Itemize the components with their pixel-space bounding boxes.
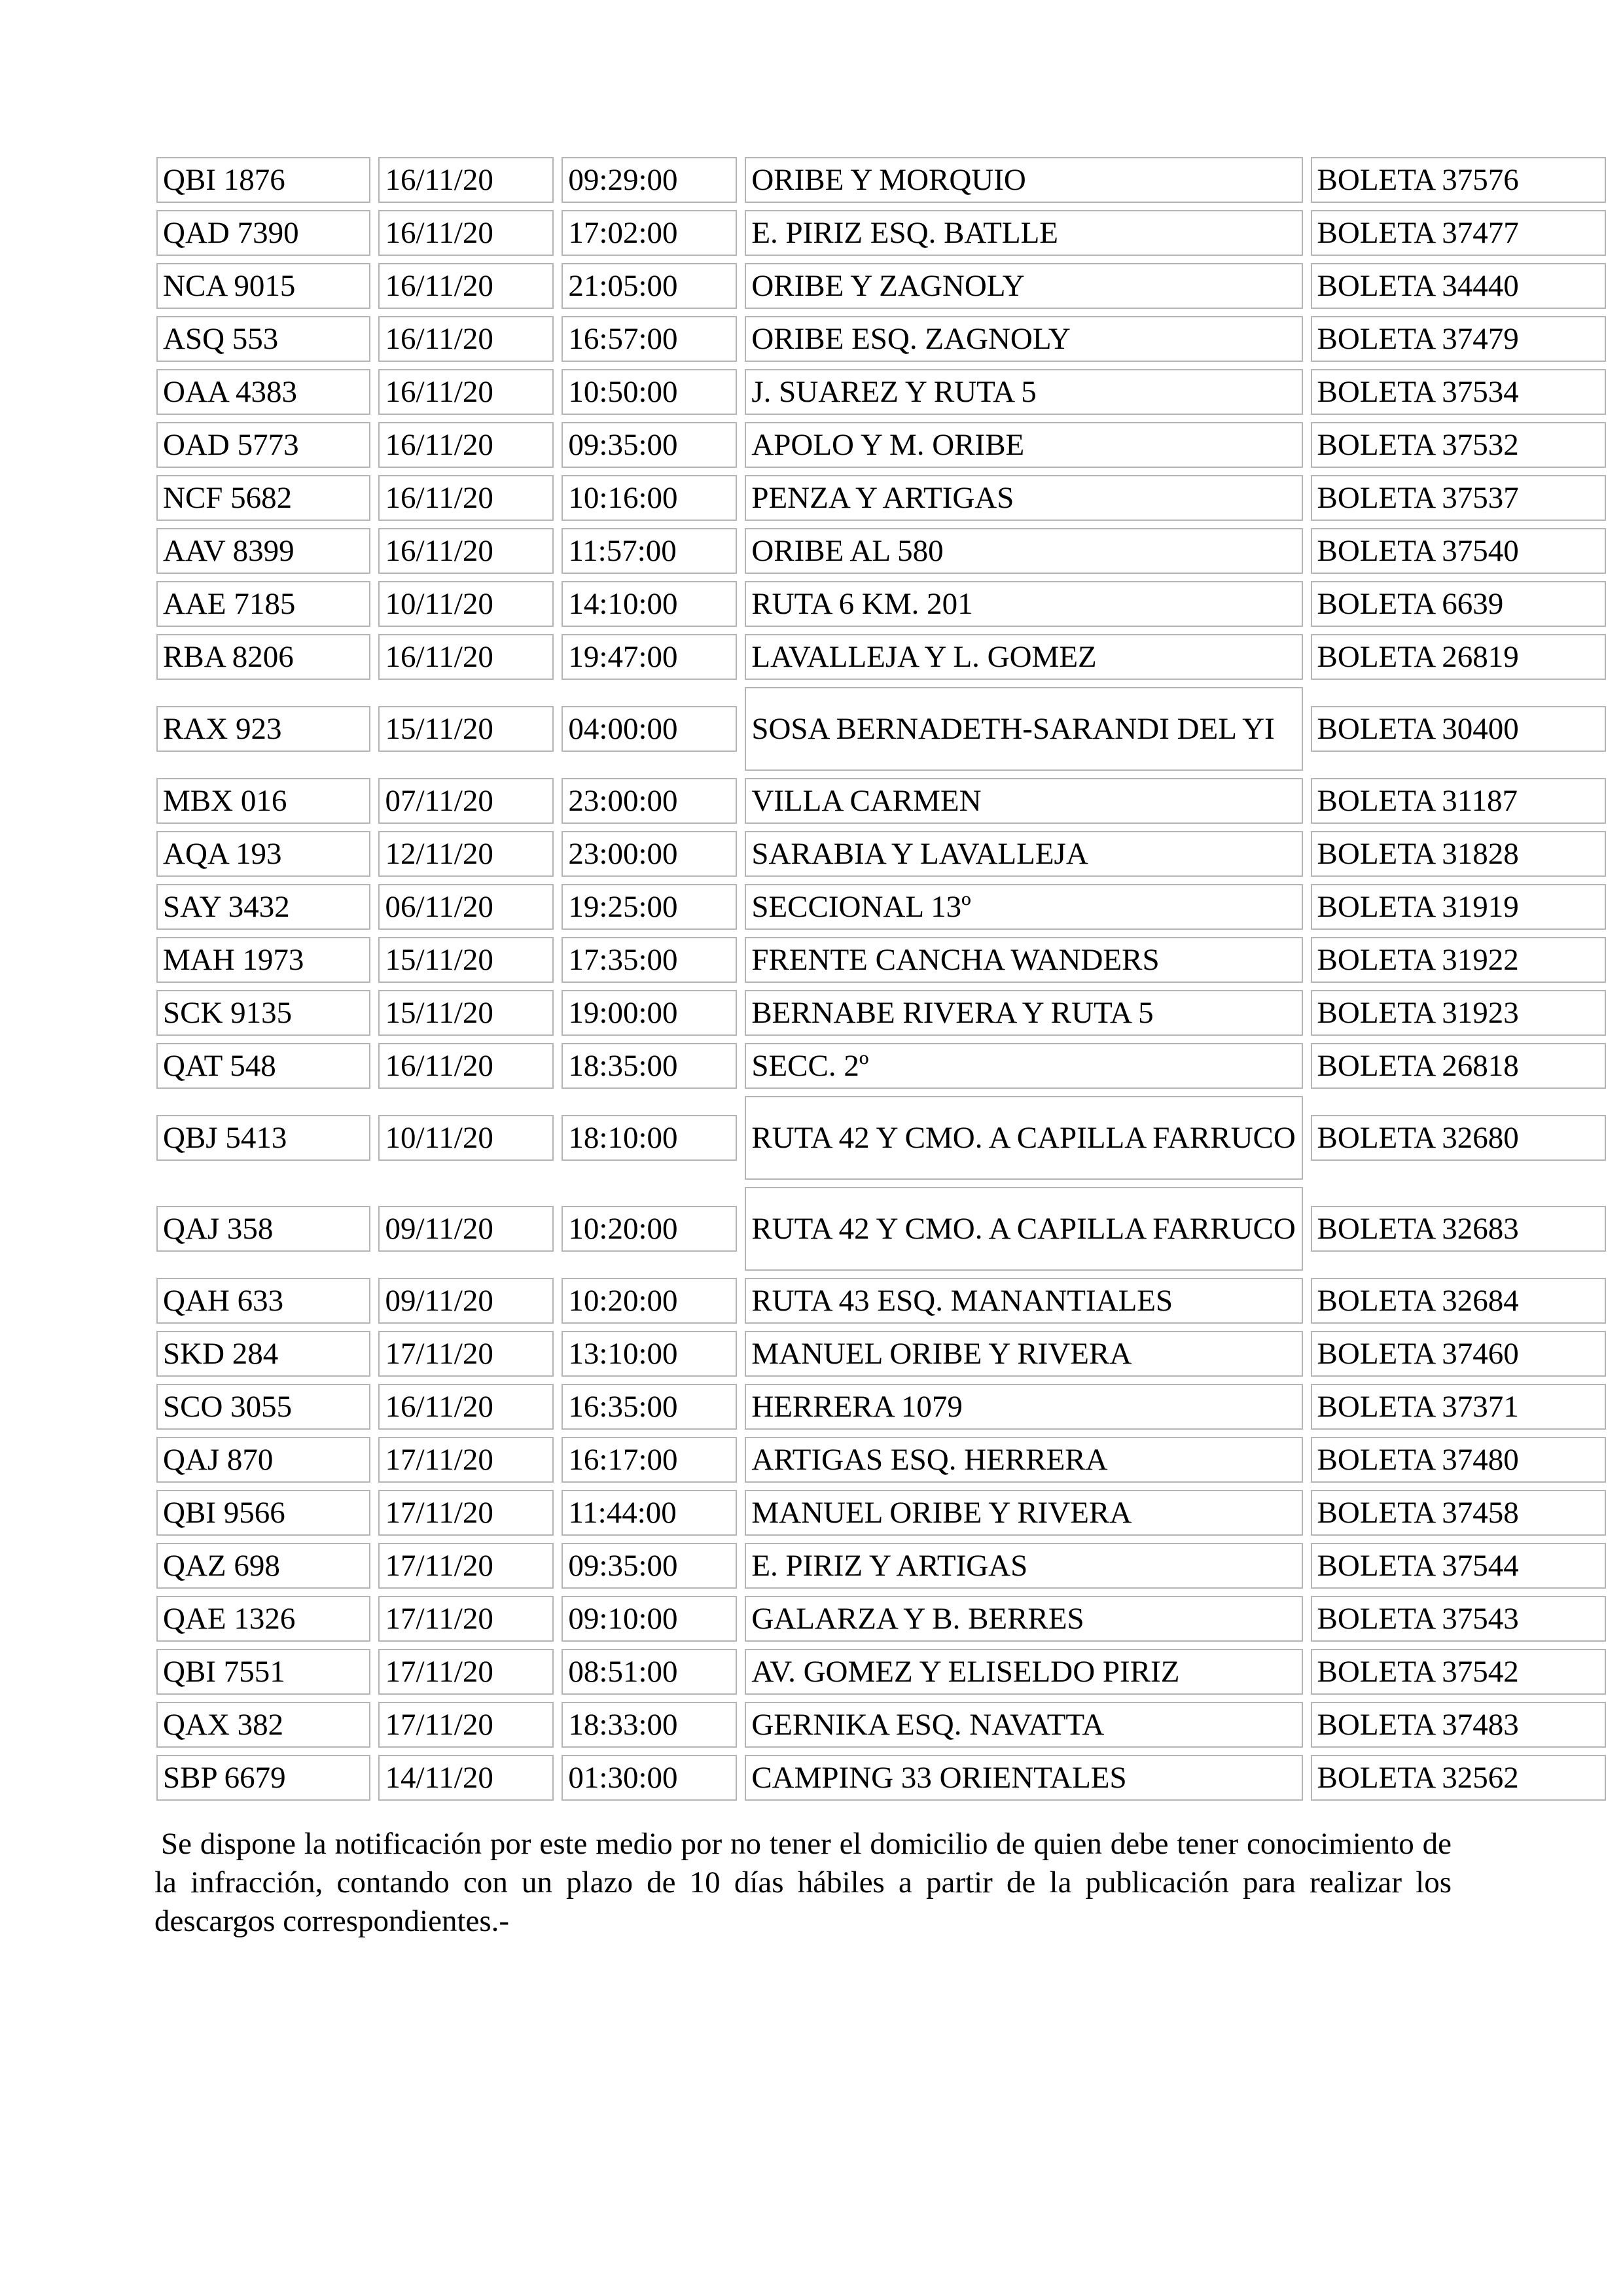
plate-cell: SBP 6679 [156, 1755, 370, 1801]
plate-cell: QBI 7551 [156, 1649, 370, 1695]
date-cell: 16/11/20 [378, 210, 554, 256]
date-cell: 15/11/20 [378, 990, 554, 1036]
ticket-cell: BOLETA 31923 [1311, 990, 1606, 1036]
date-cell: 09/11/20 [378, 1206, 554, 1252]
location-cell: RUTA 6 KM. 201 [745, 581, 1302, 627]
table-row [156, 528, 1606, 574]
table-row [156, 1755, 1606, 1801]
table-row [156, 1278, 1606, 1324]
plate-cell: AAV 8399 [156, 528, 370, 574]
location-cell: APOLO Y M. ORIBE [745, 422, 1302, 468]
time-cell: 04:00:00 [562, 706, 737, 752]
plate-cell: NCA 9015 [156, 263, 370, 309]
table-row [156, 1096, 1606, 1180]
time-cell: 10:20:00 [562, 1206, 737, 1252]
location-cell: SARABIA Y LAVALLEJA [745, 831, 1302, 877]
plate-cell: QBI 9566 [156, 1490, 370, 1536]
date-cell: 16/11/20 [378, 157, 554, 203]
time-cell: 14:10:00 [562, 581, 737, 627]
table-row [156, 1596, 1606, 1642]
table-row [156, 581, 1606, 627]
plate-cell: NCF 5682 [156, 475, 370, 521]
location-cell: CAMPING 33 ORIENTALES [745, 1755, 1302, 1801]
ticket-cell: BOLETA 37483 [1311, 1702, 1606, 1748]
ticket-cell: BOLETA 37532 [1311, 422, 1606, 468]
date-cell: 16/11/20 [378, 369, 554, 415]
plate-cell: OAD 5773 [156, 422, 370, 468]
time-cell: 18:33:00 [562, 1702, 737, 1748]
table-row [156, 210, 1606, 256]
plate-cell: QAE 1326 [156, 1596, 370, 1642]
time-cell: 17:02:00 [562, 210, 737, 256]
plate-cell: QAJ 358 [156, 1206, 370, 1252]
location-cell: SECCIONAL 13º [745, 884, 1302, 930]
infractions-table [156, 157, 1606, 1808]
table-row [156, 1437, 1606, 1483]
plate-cell: SCK 9135 [156, 990, 370, 1036]
time-cell: 16:35:00 [562, 1384, 737, 1430]
ticket-cell: BOLETA 26819 [1311, 634, 1606, 680]
location-cell: RUTA 42 Y CMO. A CAPILLA FARRUCO [745, 1187, 1302, 1271]
time-cell: 09:35:00 [562, 1543, 737, 1589]
table-row [156, 475, 1606, 521]
table-row [156, 937, 1606, 983]
ticket-cell: BOLETA 31187 [1311, 778, 1606, 824]
time-cell: 08:51:00 [562, 1649, 737, 1695]
time-cell: 19:25:00 [562, 884, 737, 930]
table-row [156, 422, 1606, 468]
date-cell: 15/11/20 [378, 937, 554, 983]
table-row [156, 1331, 1606, 1377]
table-row [156, 1649, 1606, 1695]
plate-cell: QBI 1876 [156, 157, 370, 203]
ticket-cell: BOLETA 31922 [1311, 937, 1606, 983]
time-cell: 16:57:00 [562, 316, 737, 362]
ticket-cell: BOLETA 6639 [1311, 581, 1606, 627]
ticket-cell: BOLETA 32683 [1311, 1206, 1606, 1252]
date-cell: 16/11/20 [378, 634, 554, 680]
location-cell: GALARZA Y B. BERRES [745, 1596, 1302, 1642]
ticket-cell: BOLETA 37537 [1311, 475, 1606, 521]
location-cell: MANUEL ORIBE Y RIVERA [745, 1331, 1302, 1377]
time-cell: 18:10:00 [562, 1115, 737, 1161]
ticket-cell: BOLETA 32684 [1311, 1278, 1606, 1324]
ticket-cell: BOLETA 37576 [1311, 157, 1606, 203]
table-row [156, 1187, 1606, 1271]
notice-paragraph: Se dispone la notificación por este medio por no tener el domicilio de quien debe tener conocimiento de la infracción, contando con un plazo de 10 días hábiles a partir de la publicación para realizar los descargos correspondientes.- [154, 1827, 1452, 1938]
table-row [156, 1384, 1606, 1430]
ticket-cell: BOLETA 37460 [1311, 1331, 1606, 1377]
table-row [156, 1043, 1606, 1089]
location-cell: HERRERA 1079 [745, 1384, 1302, 1430]
table-row [156, 369, 1606, 415]
location-cell: AV. GOMEZ Y ELISELDO PIRIZ [745, 1649, 1302, 1695]
date-cell: 16/11/20 [378, 1384, 554, 1430]
location-cell: VILLA CARMEN [745, 778, 1302, 824]
time-cell: 16:17:00 [562, 1437, 737, 1483]
plate-cell: QAH 633 [156, 1278, 370, 1324]
date-cell: 09/11/20 [378, 1278, 554, 1324]
plate-cell: SCO 3055 [156, 1384, 370, 1430]
location-cell: ORIBE Y ZAGNOLY [745, 263, 1302, 309]
date-cell: 07/11/20 [378, 778, 554, 824]
ticket-cell: BOLETA 37458 [1311, 1490, 1606, 1536]
location-cell: LAVALLEJA Y L. GOMEZ [745, 634, 1302, 680]
date-cell: 16/11/20 [378, 528, 554, 574]
ticket-cell: BOLETA 37543 [1311, 1596, 1606, 1642]
table-row [156, 1543, 1606, 1589]
time-cell: 17:35:00 [562, 937, 737, 983]
date-cell: 15/11/20 [378, 706, 554, 752]
ticket-cell: BOLETA 32680 [1311, 1115, 1606, 1161]
date-cell: 16/11/20 [378, 422, 554, 468]
date-cell: 17/11/20 [378, 1331, 554, 1377]
date-cell: 10/11/20 [378, 581, 554, 627]
location-cell: RUTA 43 ESQ. MANANTIALES [745, 1278, 1302, 1324]
plate-cell: RAX 923 [156, 706, 370, 752]
date-cell: 06/11/20 [378, 884, 554, 930]
location-cell: ORIBE ESQ. ZAGNOLY [745, 316, 1302, 362]
date-cell: 16/11/20 [378, 475, 554, 521]
table-row [156, 263, 1606, 309]
date-cell: 10/11/20 [378, 1115, 554, 1161]
location-cell: GERNIKA ESQ. NAVATTA [745, 1702, 1302, 1748]
plate-cell: AQA 193 [156, 831, 370, 877]
ticket-cell: BOLETA 32562 [1311, 1755, 1606, 1801]
plate-cell: OAA 4383 [156, 369, 370, 415]
date-cell: 17/11/20 [378, 1596, 554, 1642]
ticket-cell: BOLETA 37477 [1311, 210, 1606, 256]
location-cell: J. SUAREZ Y RUTA 5 [745, 369, 1302, 415]
ticket-cell: BOLETA 37479 [1311, 316, 1606, 362]
ticket-cell: BOLETA 26818 [1311, 1043, 1606, 1089]
time-cell: 09:35:00 [562, 422, 737, 468]
time-cell: 21:05:00 [562, 263, 737, 309]
table-row [156, 778, 1606, 824]
location-cell: FRENTE CANCHA WANDERS [745, 937, 1302, 983]
ticket-cell: BOLETA 31919 [1311, 884, 1606, 930]
date-cell: 17/11/20 [378, 1702, 554, 1748]
table-row [156, 1490, 1606, 1536]
plate-cell: QBJ 5413 [156, 1115, 370, 1161]
date-cell: 17/11/20 [378, 1649, 554, 1695]
time-cell: 10:50:00 [562, 369, 737, 415]
ticket-cell: BOLETA 30400 [1311, 706, 1606, 752]
time-cell: 10:16:00 [562, 475, 737, 521]
plate-cell: QAD 7390 [156, 210, 370, 256]
table-row [156, 990, 1606, 1036]
ticket-cell: BOLETA 34440 [1311, 263, 1606, 309]
time-cell: 18:35:00 [562, 1043, 737, 1089]
date-cell: 17/11/20 [378, 1543, 554, 1589]
time-cell: 23:00:00 [562, 778, 737, 824]
plate-cell: QAX 382 [156, 1702, 370, 1748]
location-cell: SOSA BERNADETH-SARANDI DEL YI [745, 687, 1302, 771]
ticket-cell: BOLETA 37534 [1311, 369, 1606, 415]
plate-cell: MBX 016 [156, 778, 370, 824]
table-row [156, 157, 1606, 203]
location-cell: SECC. 2º [745, 1043, 1302, 1089]
time-cell: 19:00:00 [562, 990, 737, 1036]
location-cell: RUTA 42 Y CMO. A CAPILLA FARRUCO [745, 1096, 1302, 1180]
time-cell: 11:57:00 [562, 528, 737, 574]
plate-cell: ASQ 553 [156, 316, 370, 362]
plate-cell: SAY 3432 [156, 884, 370, 930]
location-cell: PENZA Y ARTIGAS [745, 475, 1302, 521]
plate-cell: QAJ 870 [156, 1437, 370, 1483]
time-cell: 09:29:00 [562, 157, 737, 203]
location-cell: E. PIRIZ Y ARTIGAS [745, 1543, 1302, 1589]
location-cell: ORIBE AL 580 [745, 528, 1302, 574]
date-cell: 16/11/20 [378, 1043, 554, 1089]
time-cell: 10:20:00 [562, 1278, 737, 1324]
time-cell: 11:44:00 [562, 1490, 737, 1536]
plate-cell: AAE 7185 [156, 581, 370, 627]
time-cell: 23:00:00 [562, 831, 737, 877]
time-cell: 19:47:00 [562, 634, 737, 680]
plate-cell: RBA 8206 [156, 634, 370, 680]
location-cell: ARTIGAS ESQ. HERRERA [745, 1437, 1302, 1483]
ticket-cell: BOLETA 37480 [1311, 1437, 1606, 1483]
date-cell: 17/11/20 [378, 1490, 554, 1536]
plate-cell: QAT 548 [156, 1043, 370, 1089]
date-cell: 14/11/20 [378, 1755, 554, 1801]
table-row [156, 1702, 1606, 1748]
date-cell: 17/11/20 [378, 1437, 554, 1483]
plate-cell: SKD 284 [156, 1331, 370, 1377]
table-row [156, 884, 1606, 930]
table-row [156, 831, 1606, 877]
table-row [156, 316, 1606, 362]
ticket-cell: BOLETA 37544 [1311, 1543, 1606, 1589]
time-cell: 13:10:00 [562, 1331, 737, 1377]
date-cell: 16/11/20 [378, 316, 554, 362]
date-cell: 16/11/20 [378, 263, 554, 309]
time-cell: 01:30:00 [562, 1755, 737, 1801]
plate-cell: MAH 1973 [156, 937, 370, 983]
date-cell: 12/11/20 [378, 831, 554, 877]
ticket-cell: BOLETA 37540 [1311, 528, 1606, 574]
location-cell: MANUEL ORIBE Y RIVERA [745, 1490, 1302, 1536]
location-cell: E. PIRIZ ESQ. BATLLE [745, 210, 1302, 256]
ticket-cell: BOLETA 37371 [1311, 1384, 1606, 1430]
time-cell: 09:10:00 [562, 1596, 737, 1642]
ticket-cell: BOLETA 37542 [1311, 1649, 1606, 1695]
table-row [156, 634, 1606, 680]
ticket-cell: BOLETA 31828 [1311, 831, 1606, 877]
location-cell: BERNABE RIVERA Y RUTA 5 [745, 990, 1302, 1036]
plate-cell: QAZ 698 [156, 1543, 370, 1589]
location-cell: ORIBE Y MORQUIO [745, 157, 1302, 203]
table-row [156, 687, 1606, 771]
